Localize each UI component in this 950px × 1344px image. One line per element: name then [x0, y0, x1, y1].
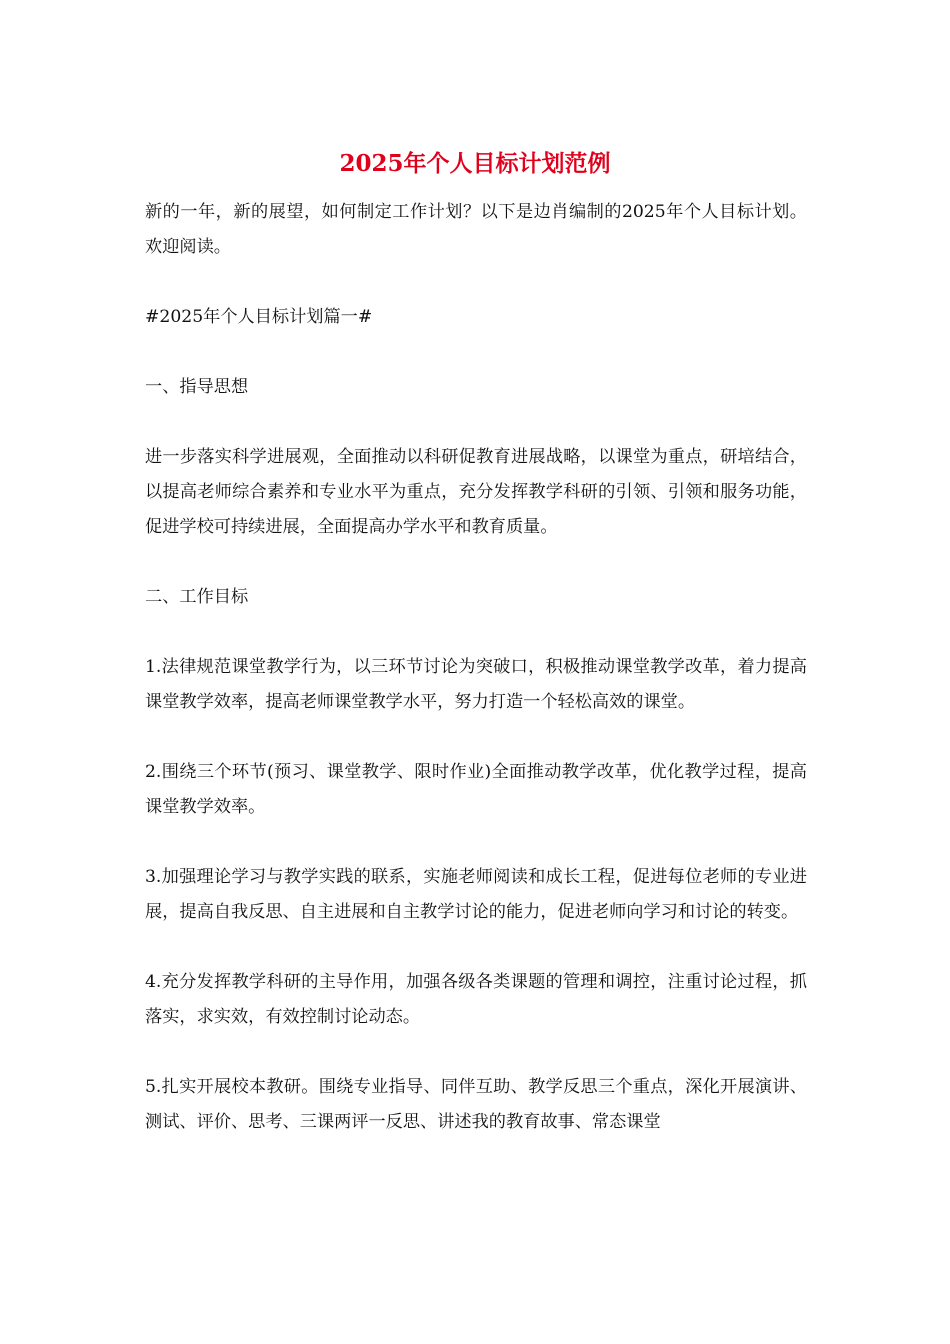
- goal-item-2: 2.围绕三个环节(预习、课堂教学、限时作业)全面推动教学改革，优化教学过程，提高课堂教学效率。: [145, 762, 807, 817]
- document-body: [145, 195, 807, 1175]
- paragraph-guiding-ideology: 进一步落实科学进展观，全面推动以科研促教育进展战略，以课堂为重点，研培结合，以提高老师综合素养和专业水平为重点，充分发挥教学科研的引领、引领和服务功能，促进学校可持续进展，全面提高办学水平和教育质量。: [145, 447, 807, 537]
- section-marker: #2025年个人目标计划篇一#: [145, 307, 373, 327]
- heading-guiding-ideology: 一、指导思想: [145, 377, 249, 397]
- goal-item-1: 1.法律规范课堂教学行为，以三环节讨论为突破口，积极推动课堂教学改革，着力提高课堂教学效率，提高老师课堂教学水平，努力打造一个轻松高效的课堂。: [145, 657, 807, 712]
- page-title: 2025年个人目标计划范例: [339, 150, 611, 177]
- intro-paragraph: 新的一年，新的展望，如何制定工作计划？以下是边肖编制的2025年个人目标计划。欢迎阅读。: [145, 202, 807, 257]
- goal-item-4: 4.充分发挥教学科研的主导作用，加强各级各类课题的管理和调控，注重讨论过程，抓落实，求实效，有效控制讨论动态。: [145, 972, 807, 1027]
- heading-work-goals: 二、工作目标: [145, 587, 249, 607]
- goal-item-3: 3.加强理论学习与教学实践的联系，实施老师阅读和成长工程，促进每位老师的专业进展，提高自我反思、自主进展和自主教学讨论的能力，促进老师向学习和讨论的转变。: [145, 867, 807, 922]
- goal-item-5: 5.扎实开展校本教研。围绕专业指导、同伴互助、教学反思三个重点，深化开展演讲、测试、评价、思考、三课两评一反思、讲述我的教育故事、常态课堂: [145, 1077, 807, 1132]
